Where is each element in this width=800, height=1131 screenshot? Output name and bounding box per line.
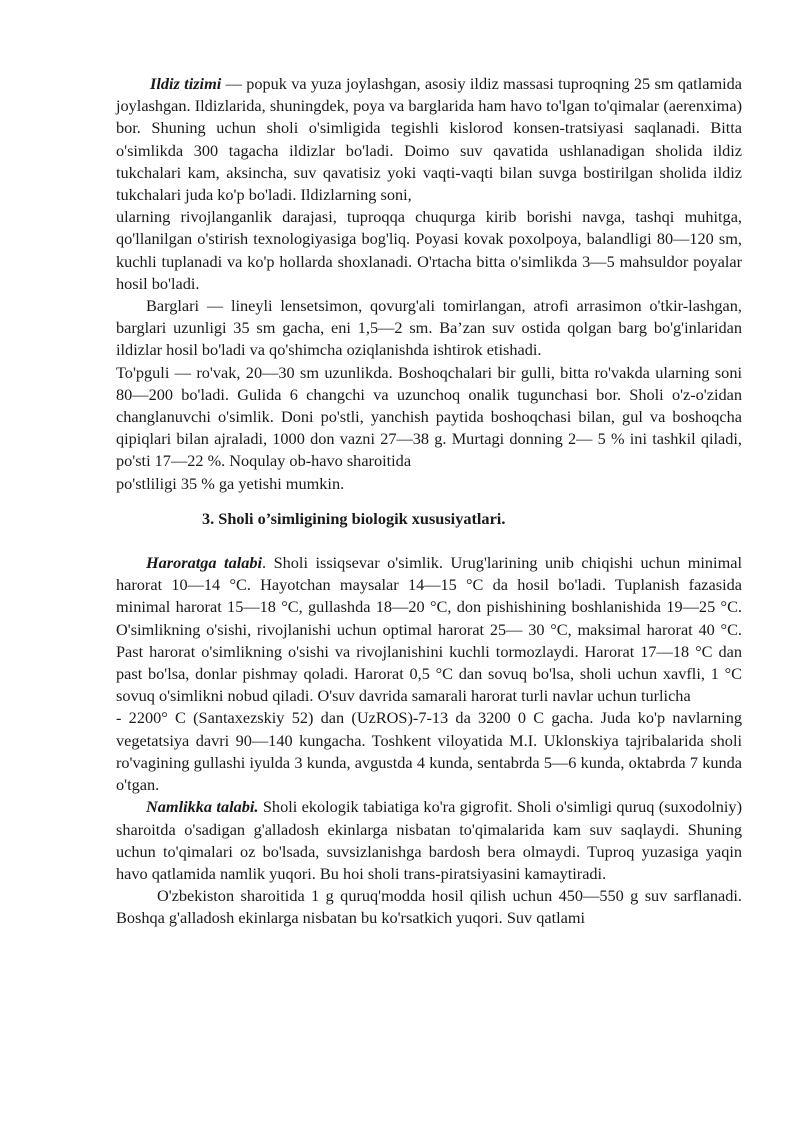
section-heading: 3. Sholi o’simligining biologik xususiyatlari. bbox=[202, 508, 506, 528]
paragraph-text: . Sholi issiqsevar o'simlik. Urug'larining unib chiqishi uchun minimal harorat 10—14 °C. Hayotchan maysalar 14—15 °C da hosil bo'ladi. Tuplanish fazasida minimal harorat 15—18 °C, gullashda 18—20 °C, don pishishining boshlanishida 19—25 °C. O'simlikning o'sishi, rivojlanishi uchun optimal harorat 25— 30 °C, maksimal harorat 40 °C. Past harorat o'simlikning o'sishi va rivojlanishini kuchli tormozlaydi. Harorat 17—18 °C dan past bo'lsa, donlar pishmay qoladi. Harorat 0,5 °C dan sovuq bo'lsa, sholi uchun xavfli, 1 °C sovuq o'simlikni nobud qiladi. O'suv davrida samarali harorat turli navlar uchun turlicha bbox=[116, 553, 742, 706]
paragraph-text: — popuk va yuza joylashgan, asosiy ildiz massasi tuproqning 25 sm qatlamida joylashgan. Ildizlarida, shuningdek, poya va barglarida ham havo to'lgan to'qimalar (aerenxima) bor. Shuning uchun sholi o'simligida tegishli kislorod konsen-tratsiyasi saqlanadi. Bitta o'simlikda 300 tagacha ildizlar bo'ladi. Doimo suv qavatida ushlanadigan sholida ildiz tukchalari kam, aksincha, suv qavatisiz yoki vaqti-vaqti bilan suvga bostirilgan sholida ildiz tukchalari juda ko'p bo'ladi. Ildizlarning soni, bbox=[116, 74, 742, 205]
paragraph-husk: po'stliligi 35 % ga yetishi mumkin. bbox=[116, 473, 345, 493]
paragraph-inflorescence: To'pguli — ro'vak, 20—30 sm uzunlikda. Boshoqchalari bir gulli, bitta ro'vakda ularning soni 80—200 bo'ladi. Gulida 6 changchi va uzunchoq onalik tugunchasi bor. Sholi o'z-o'zidan changlanuvchi o'simlik. Doni po'stli, yanchish paytida boshoqchasi bilan, gul va boshoqcha qipiqlari bilan ajraladi, 1000 don vazni 27—38 g. Murtagi donning 2— 5 % ini tashkil qiladi, po'sti 17—22 %. Noqulay ob-havo sharoitida bbox=[116, 362, 742, 471]
paragraph-root-system bbox=[116, 73, 742, 206]
paragraph-stem: ularning rivojlanganlik darajasi, tuproqqa chuqurga kirib borishi navga, tashqi muhitga, qo'llanilgan o'stirish texnologiyasiga bog'liq. Poyasi kovak poxolpoya, balandligi 80—120 sm, kuchli tuplanadi va ko'p hollarda shoxlanadi. O'rtacha bitta o'simlikda 3—5 mahsuldor poyalar hosil bo'ladi. bbox=[116, 207, 742, 293]
paragraph-growing-season: - 2200° C (Santaxezskiy 52) dan (UzROS)-7-13 da 3200 0 C gacha. Juda ko'p navlarning vegetatsiya davri 90—140 kungacha. Toshkent viloyatida M.I. Uklonskiya tajribalarida sholi ro'vagining gullashi iyulda 3 kunda, avgustda 4 kunda, sentabrda 5—6 kunda, oktabrda 7 kunda o'tgan. bbox=[116, 708, 742, 795]
paragraph-moisture bbox=[116, 796, 742, 885]
paragraph-text: Sholi ekologik tabiatiga ko'ra gigrofit. Sholi o'simligi quruq (suxodolniy) sharoitda o'sadigan g'alladosh ekinlarga nisbatan to'qimalarida kam suv saqlaydi. Shuning uchun to'qimalari oz bo'lsada, suvsizlanishga bardosh bera olmaydi. Tuproq yuzasiga yaqin havo qatlamida namlik yuqori. Bu hoi sholi trans-piratsiyasini kamaytiradi. bbox=[116, 797, 742, 883]
term-root-system: Ildiz tizimi bbox=[150, 74, 222, 93]
paragraph-leaves: Barglari — lineyli lensetsimon, qovurg'ali tomirlangan, atrofi arrasimon o'tkir-lashgan, barglari uzunligi 35 sm gacha, eni 1,5—2 sm. Ba’zan suv ostida qolgan barg bo'g'inlaridan ildizlar hosil bo'ladi va qo'shimcha oziqlanishda ishtirok etishadi. bbox=[116, 296, 742, 360]
document-page bbox=[116, 73, 742, 930]
term-moisture: Namlikka talabi. bbox=[146, 797, 259, 817]
term-temperature: Haroratga talabi bbox=[146, 553, 263, 573]
paragraph-temperature bbox=[116, 552, 742, 707]
paragraph-water-use: O'zbekiston sharoitida 1 g quruq'modda hosil qilish uchun 450—550 g suv sarflanadi. Boshqa g'alladosh ekinlarga nisbatan bu ko'rsatkich yuqori. Suv qatlami bbox=[116, 886, 742, 928]
